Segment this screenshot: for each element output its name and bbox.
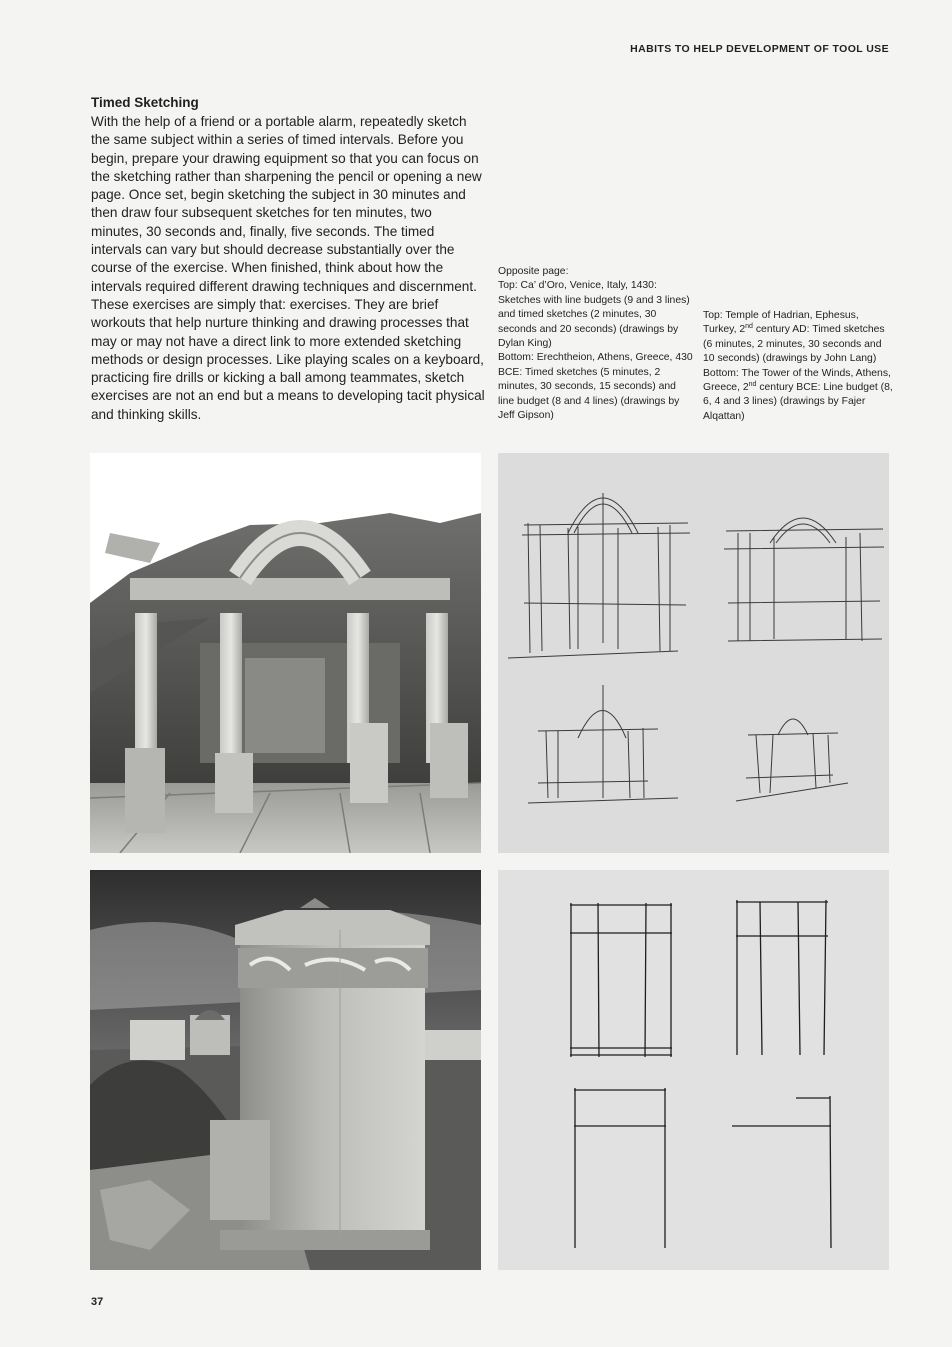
sketch-4-lines (574, 1088, 666, 1248)
sketch-8-lines (570, 903, 672, 1057)
caption-right-bottom-text-b: century BCE: Line budget (8, 6, 4 and 3 lines) (drawings by Fajer Alqattan) (703, 382, 893, 422)
sketch-6-minutes (508, 493, 690, 658)
caption-left-top: Top: Ca’ d’Oro, Venice, Italy, 1430: Sketches with line budgets (9 and 3 lines) and timed sketches (2 minutes, 30 seconds and 20 seconds) (drawings by Dylan King) (498, 280, 690, 350)
sketch-3-lines (732, 1096, 831, 1248)
section-title: Timed Sketching (91, 95, 199, 110)
caption-right-bottom-text-a: Bottom: The Tower of the Winds, Athens, Greece, 2 (703, 367, 891, 394)
caption-left-intro: Opposite page: (498, 266, 569, 277)
body-text: With the help of a friend or a portable alarm, repeatedly sketch the same subject within a series of timed intervals. Before you begin, prepare your drawing equipment so that you can focus on the sketching rather than sharpening the pencil or opening a new page. Once set, begin sketching the subject in 30 minutes and then draw four subsequent sketches for ten minutes, two minutes, 30 seconds and, finally, five seconds. The timed intervals can vary but should decrease substantially over the course of the exercise. When finished, think about how the intervals required different drawing techniques and discernment. These exercises are simply that: exercises. They are brief workouts that help nurture thinking and drawing processes that may or may not have a direct link to more extended sketching methods or design processes. Like playing scales on a keyboard, practicing fire drills or kicking a ball among teammates, sketch exercises are not an end but a means to developing tacit physical and thinking skills. (91, 114, 485, 422)
sketch-6-lines (736, 900, 828, 1055)
tower-of-the-winds-photo (90, 870, 481, 1270)
caption-right-top (703, 309, 893, 367)
sketch-10-seconds (736, 719, 848, 801)
caption-right-bottom-sup: nd (748, 381, 757, 389)
temple-timed-sketches (498, 453, 889, 853)
running-head: HABITS TO HELP DEVELOPMENT OF TOOL USE (630, 43, 889, 55)
caption-left (498, 265, 693, 423)
temple-of-hadrian-photo (90, 453, 481, 853)
page-number: 37 (91, 1296, 104, 1308)
caption-right-top-sup: nd (745, 323, 753, 331)
caption-left-bottom: Bottom: Erechtheion, Athens, Greece, 430 BCE: Timed sketches (5 minutes, 2 minutes, 30 seconds, 15 seconds) and line budget (8 and 4 lines) (drawings by Jeff Gipson) (498, 352, 693, 422)
caption-right-bottom (703, 367, 893, 425)
caption-right-top-text-a: Top: Temple of Hadrian, Ephesus, Turkey, 2 (703, 310, 859, 336)
caption-right-top-text-b: century AD: Timed sketches (6 minutes, 2 minutes, 30 seconds and 10 seconds) (drawings by John Lang) (703, 324, 885, 365)
sketch-2-minutes (724, 518, 884, 641)
tower-line-budget-sketches (498, 870, 889, 1270)
sketch-30-seconds (528, 685, 678, 803)
caption-right (703, 309, 893, 424)
